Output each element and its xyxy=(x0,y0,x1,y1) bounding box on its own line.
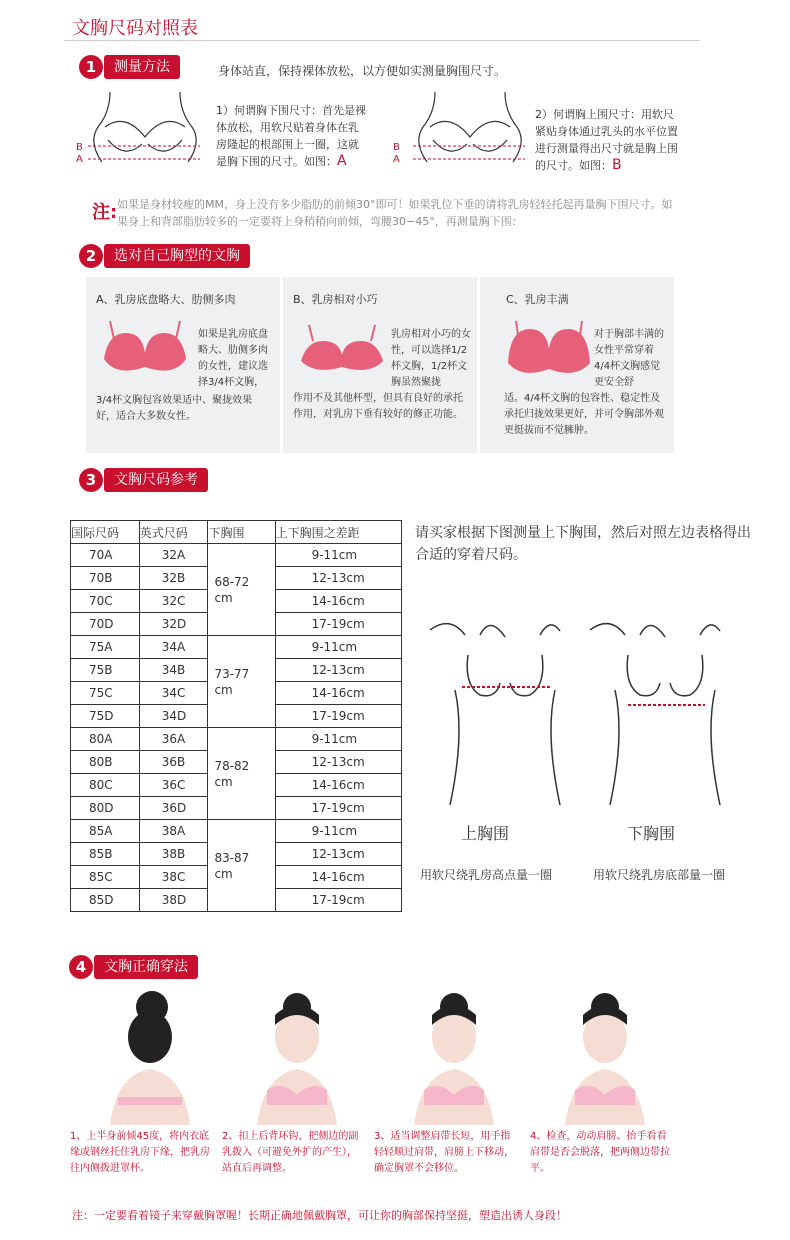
intl-size-cell: 75A xyxy=(71,636,140,659)
uk-size-cell: 36D xyxy=(139,797,208,820)
measure-a-mark: A xyxy=(337,153,347,169)
card-a-bottom: 3/4杯文胸包容效果适中、聚拢效果好，适合大多数女性。 xyxy=(96,395,253,422)
bra-4-4-cup-icon xyxy=(504,319,594,385)
card-c-title: C、乳房丰满 xyxy=(506,293,569,306)
size-table xyxy=(70,520,402,912)
intl-size-cell: 85D xyxy=(71,889,140,912)
diff-cell: 17-19cm xyxy=(275,797,401,820)
intl-size-cell: 80B xyxy=(71,751,140,774)
intl-size-cell: 85C xyxy=(71,866,140,889)
uk-size-cell: 34D xyxy=(139,705,208,728)
section1-label: 测量方法 xyxy=(104,55,180,79)
intl-size-cell: 70A xyxy=(71,544,140,567)
figure-measure-b xyxy=(405,82,535,182)
underbust-cell: 68-72 cm xyxy=(208,544,275,636)
card-b-bottom: 作用不及其他杯型，但具有良好的承托作用，对乳房下垂有较好的修正功能。 xyxy=(293,393,463,420)
uk-size-cell: 32D xyxy=(139,613,208,636)
table-header-0: 国际尺码 xyxy=(71,521,140,544)
label-b-left: B xyxy=(76,142,83,153)
step-1-text: 1、上半身前倾45度，将内衣底缘或钢丝托住乳房下缘，把乳房往内侧拨进罩杯。 xyxy=(70,1131,210,1174)
note-title: 注: xyxy=(92,202,118,223)
footer-note: 注：一定要看着镜子来穿戴胸罩喔！长期正确地佩戴胸罩，可让你的胸部保持坚挺，塑造出诱人身段！ xyxy=(72,1209,567,1222)
uk-size-cell: 34C xyxy=(139,682,208,705)
section2-number: 2 xyxy=(79,244,103,268)
lower-bust-desc: 用软尺绕乳房底部量一圈 xyxy=(593,868,726,882)
card-c-side: 对于胸部丰满的女性平常穿着4/4杯文胸感觉更安全舒 xyxy=(594,329,664,388)
card-b-title: B、乳房相对小巧 xyxy=(293,293,378,306)
measure-a-text: 1）何谓胸下围尺寸：首先是裸体放松，用软尺贴着身体在乳房隆起的根部围上一圈，这就是胸下围的尺寸。如图： xyxy=(216,104,366,168)
diff-cell: 9-11cm xyxy=(275,636,401,659)
table-header-1: 英式尺码 xyxy=(139,521,208,544)
diff-cell: 12-13cm xyxy=(275,843,401,866)
uk-size-cell: 38D xyxy=(139,889,208,912)
figure-measure-a xyxy=(70,82,220,182)
card-b-side: 乳房相对小巧的女性，可以选择1/2杯文胸，1/2杯文胸虽然聚拢 xyxy=(391,329,471,388)
uk-size-cell: 36A xyxy=(139,728,208,751)
bra-card-c xyxy=(480,277,674,453)
diff-cell: 14-16cm xyxy=(275,682,401,705)
diff-cell: 9-11cm xyxy=(275,820,401,843)
title-divider xyxy=(64,40,700,41)
intl-size-cell: 70C xyxy=(71,590,140,613)
intl-size-cell: 80C xyxy=(71,774,140,797)
lower-bust-label: 下胸围 xyxy=(627,824,676,843)
woman-step-4-illustration xyxy=(530,985,680,1125)
diff-cell: 14-16cm xyxy=(275,590,401,613)
label-a-left: A xyxy=(76,154,83,165)
figure-upper-lower-bust xyxy=(410,595,740,810)
underbust-cell: 78-82 cm xyxy=(208,728,275,820)
step-2-text: 2、扣上后背环钩，把侧边的副乳拨入（可避免外扩的产生），站直后再调整。 xyxy=(222,1131,359,1174)
bra-card-b xyxy=(283,277,477,453)
intl-size-cell: 70D xyxy=(71,613,140,636)
bra-1-2-cup-icon xyxy=(297,323,387,383)
diff-cell: 17-19cm xyxy=(275,705,401,728)
card-c-bottom: 适。4/4杯文胸的包容性、稳定性及承托归拢效果更好，并可令胸部外观更挺拔而不觉臃肿。 xyxy=(504,393,664,436)
table-row xyxy=(71,636,402,659)
uk-size-cell: 32B xyxy=(139,567,208,590)
woman-step-3-illustration xyxy=(374,985,524,1125)
measure-instructions: 请买家根据下图测量上下胸围，然后对照左边表格得出合适的穿着尺码。 xyxy=(415,525,751,563)
card-a-side: 如果是乳房底盘略大、肋侧多肉的女性，建议选择3/4杯文胸， xyxy=(198,329,268,388)
intl-size-cell: 85A xyxy=(71,820,140,843)
underbust-cell: 73-77 cm xyxy=(208,636,275,728)
label-a-right: A xyxy=(393,154,400,165)
table-header-3: 上下胸围之差距 xyxy=(275,521,401,544)
intl-size-cell: 80D xyxy=(71,797,140,820)
table-row xyxy=(71,728,402,751)
uk-size-cell: 32A xyxy=(139,544,208,567)
upper-bust-label: 上胸围 xyxy=(461,824,510,843)
bra-3-4-cup-icon xyxy=(100,319,190,385)
upper-bust-desc: 用软尺绕乳房高点量一圈 xyxy=(420,868,553,882)
diff-cell: 12-13cm xyxy=(275,567,401,590)
diff-cell: 17-19cm xyxy=(275,889,401,912)
step-4-text: 4、检查，动动肩膀、抬手看看肩带是否会脱落，把两侧边带拉平。 xyxy=(530,1131,670,1174)
page-title: 文胸尺码对照表 xyxy=(72,18,198,39)
intl-size-cell: 80A xyxy=(71,728,140,751)
section4-label: 文胸正确穿法 xyxy=(94,955,198,979)
intl-size-cell: 75C xyxy=(71,682,140,705)
section2-label: 选对自己胸型的文胸 xyxy=(104,244,250,268)
diff-cell: 9-11cm xyxy=(275,728,401,751)
note-text: 如果是身材较瘦的MM，身上没有多少脂肪的前倾30°即可！如果乳位下垂的请将乳房轻轻托起再量胸下围尺寸。如果身上和背部脂肪较多的一定要将上身稍稍向前倾，弯腰30−45°，再测量胸下围： xyxy=(117,198,673,228)
section1-intro: 身体站直，保持裸体放松，以方便如实测量胸围尺寸。 xyxy=(218,64,507,78)
section3-number: 3 xyxy=(79,468,103,492)
step-3 xyxy=(374,985,524,1177)
uk-size-cell: 38B xyxy=(139,843,208,866)
intl-size-cell: 75B xyxy=(71,659,140,682)
diff-cell: 14-16cm xyxy=(275,774,401,797)
section1-number: 1 xyxy=(79,55,103,79)
diff-cell: 17-19cm xyxy=(275,613,401,636)
measure-b-mark: B xyxy=(612,157,622,173)
diff-cell: 9-11cm xyxy=(275,544,401,567)
measure-b-text: 2）何谓胸上围尺寸：用软尺紧贴身体通过乳头的水平位置进行测量得出尺寸就是胸上围的尺寸。如图： xyxy=(535,108,678,172)
uk-size-cell: 32C xyxy=(139,590,208,613)
step-1 xyxy=(70,985,220,1177)
diff-cell: 12-13cm xyxy=(275,751,401,774)
uk-size-cell: 38A xyxy=(139,820,208,843)
bra-card-a xyxy=(86,277,280,453)
table-header-row xyxy=(71,521,402,544)
diff-cell: 12-13cm xyxy=(275,659,401,682)
intl-size-cell: 85B xyxy=(71,843,140,866)
table-row xyxy=(71,544,402,567)
diff-cell: 14-16cm xyxy=(275,866,401,889)
uk-size-cell: 38C xyxy=(139,866,208,889)
woman-step-1-illustration xyxy=(70,985,220,1125)
uk-size-cell: 36B xyxy=(139,751,208,774)
intl-size-cell: 70B xyxy=(71,567,140,590)
intl-size-cell: 75D xyxy=(71,705,140,728)
uk-size-cell: 34B xyxy=(139,659,208,682)
step-3-text: 3、适当调整肩带长短，用手指轻轻顺过肩带，肩膀上下移动，确定胸罩不会移位。 xyxy=(374,1131,514,1174)
step-4 xyxy=(530,985,680,1177)
uk-size-cell: 34A xyxy=(139,636,208,659)
card-a-title: A、乳房底盘略大、肋侧多肉 xyxy=(96,293,236,306)
woman-step-2-illustration xyxy=(222,985,372,1125)
table-row xyxy=(71,820,402,843)
uk-size-cell: 36C xyxy=(139,774,208,797)
wearing-steps xyxy=(70,985,710,1195)
section3-label: 文胸尺码参考 xyxy=(104,468,208,492)
section4-number: 4 xyxy=(69,955,93,979)
label-b-right: B xyxy=(393,142,400,153)
underbust-cell: 83-87 cm xyxy=(208,820,275,912)
table-header-2: 下胸围 xyxy=(208,521,275,544)
step-2 xyxy=(222,985,372,1177)
